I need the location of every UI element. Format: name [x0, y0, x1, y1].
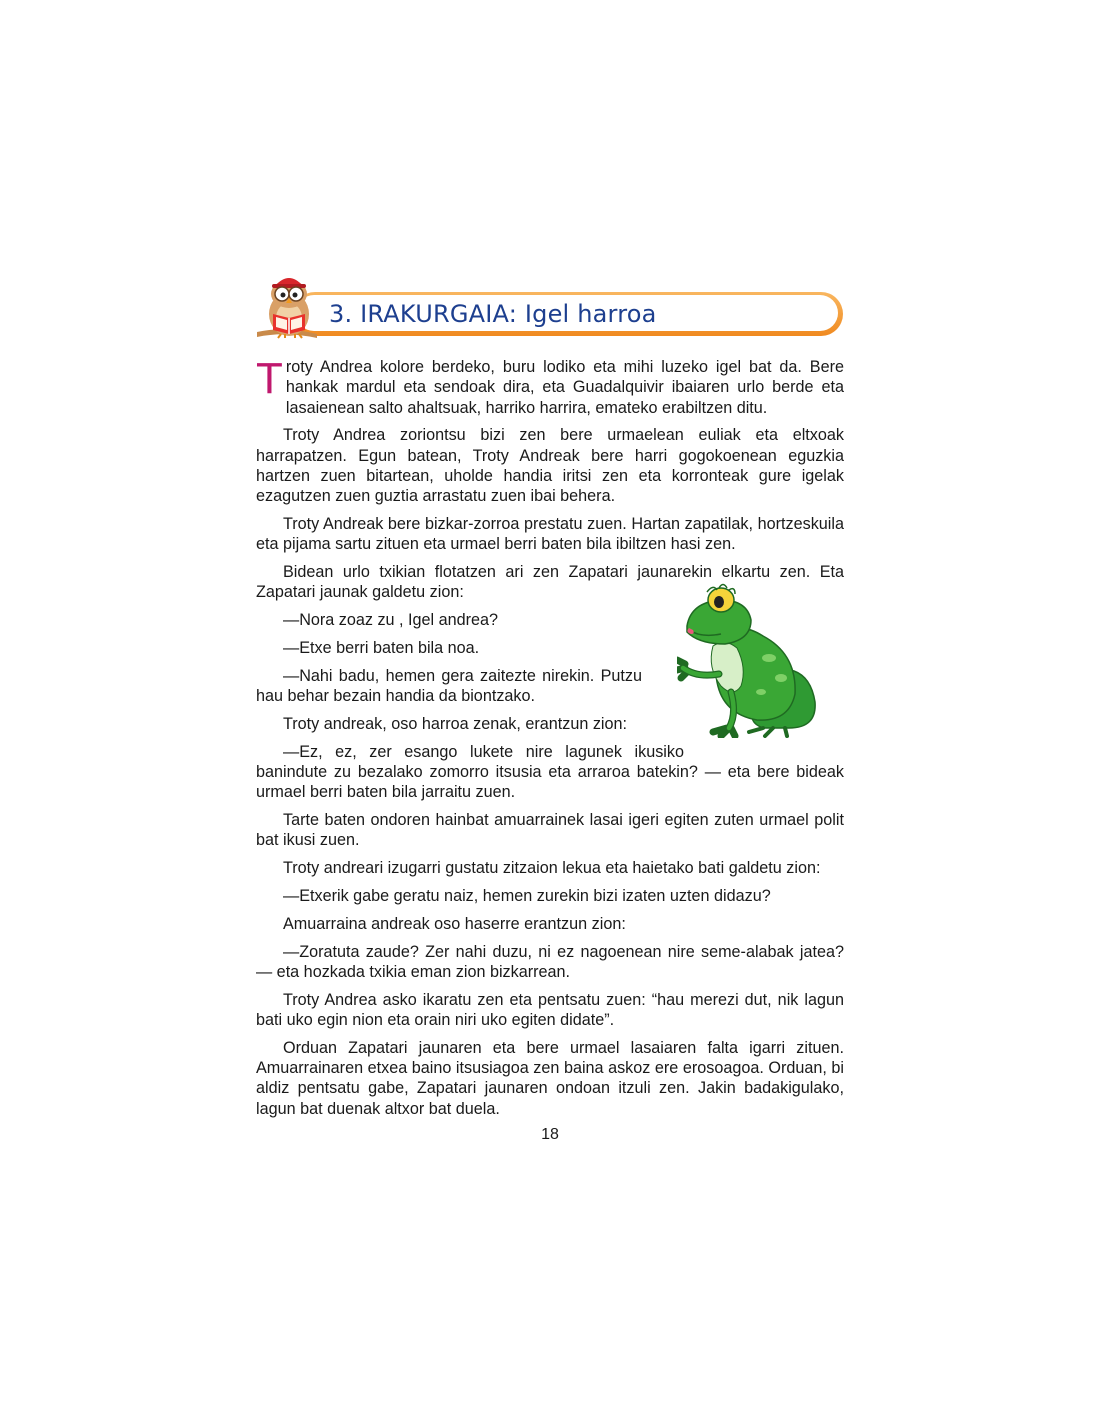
paragraph-4: Bidean urlo txikian flotatzen ari zen Zapatari jaunarekin elkartu zen. Eta Zapatari jaunak galdetu zion:	[256, 563, 844, 602]
chapter-header	[255, 268, 847, 344]
paragraph-12: —Etxerik gabe geratu naiz, hemen zurekin bizi izaten uzten didazu?	[283, 887, 771, 906]
paragraph-14: —Zoratuta zaude? Zer nahi duzu, ni ez nagoenean nire seme-alabak jatea? — eta hozkada txikia eman zion bizkarrean.	[256, 942, 844, 981]
paragraph-6: —Etxe berri baten bila noa.	[283, 639, 480, 658]
owl-reading-icon	[255, 268, 325, 344]
paragraph-11: Troty andreari izugarri gustatu zitzaion lekua eta haietako bati galdetu zion:	[283, 859, 821, 878]
paragraph-5: —Nora zoaz zu , Igel andrea?	[283, 611, 499, 630]
paragraph-1-text: roty Andrea kolore berdeko, buru lodiko eta mihi luzeko igel bat da. Bere hankak mardul eta sendoak dira, eta Guadalquivir ibaiaren urlo berde eta lasaienean salto ahaltsuak, harriko harrira, emateko erabiltzen ditu.	[285, 358, 844, 417]
paragraph-16: Orduan Zapatari jaunaren eta bere urmael lasaiaren falta igarri zituen. Amuarrainaren etxea baino itsusiagoa zen baina askoz ere erosoagoa. Orduan, bi aldiz pentsatu gabe, Zapatari jaunaren ondoan itzuli zen. Jakin badakigulako, lagun bat duenak altxor bat duela.	[256, 1038, 844, 1118]
drop-cap: T	[256, 354, 283, 403]
story-text	[256, 354, 844, 1127]
paragraph-3: Troty Andreak bere bizkar-zorroa prestatu zuen. Hartan zapatilak, hortzeskuila eta pijama sartu zituen eta urmael berri baten bila ibiltzen hasi zen.	[256, 515, 844, 554]
paragraph-2: Troty Andrea zoriontsu bizi zen bere urmaelean euliak eta eltxoak harrapatzen. Egun batean, Troty Andreak bere harri gogokoenean eguzkia hartzen zuen bitartean, uholde handia iritsi zen eta korronteak gure igelak ezagutzen zuen guztia arrastatu zuen ibai behera.	[256, 426, 844, 506]
paragraph-13: Amuarraina andreak oso haserre erantzun zion:	[283, 914, 626, 933]
frog-text-wrap-space-low	[684, 724, 844, 754]
page-number: 18	[541, 1126, 559, 1143]
paragraph-1	[256, 354, 844, 418]
paragraph-10: Tarte baten ondoren hainbat amuarrainek lasai igeri egiten zuten urmael polit bat ikusi zuen.	[256, 811, 844, 850]
paragraph-9: —Ez, ez, zer esango lukete nire lagunek ikusiko banindute zu bezalako zomorro itsusia eta arraroa batekin? — eta bere bideak urmael berri baten bila jarraitu zuen.	[256, 742, 844, 802]
paragraph-7: —Nahi badu, hemen gera zaitezte nirekin. Putzu hau behar bezain handia da biontzako.	[256, 666, 642, 706]
frog-text-wrap-space	[656, 612, 844, 724]
paragraph-15: Troty Andrea asko ikaratu zen eta pentsatu zuen: “hau merezi dut, nik lagun bati uko egin nion eta orain niri uko egiten didate”.	[256, 990, 844, 1030]
paragraph-8: Troty andreak, oso harroa zenak, erantzun zion:	[283, 714, 628, 733]
page-title: 3. IRAKURGAIA: Igel harroa	[329, 300, 657, 328]
